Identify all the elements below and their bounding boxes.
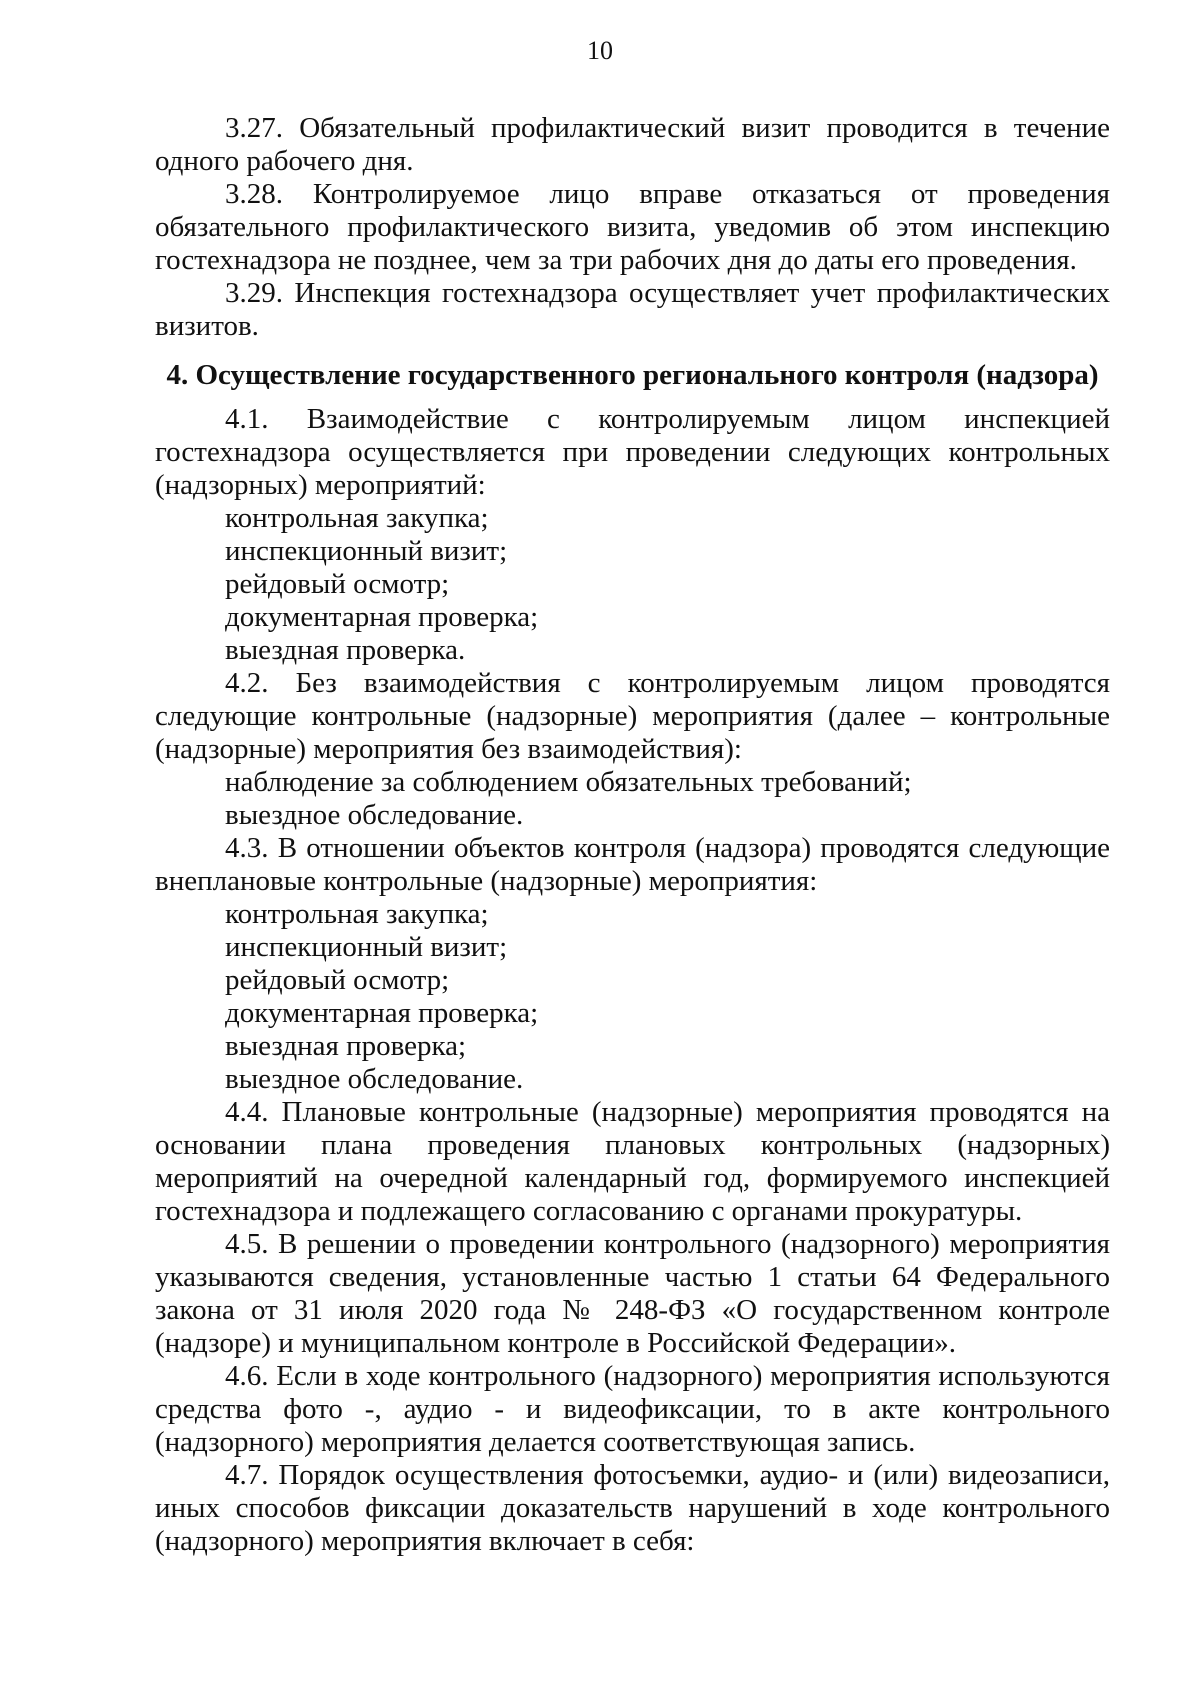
paragraph: 4.1. Взаимодействие с контролируемым лицом инспекцией гостехнадзора осуществляется при проведении следующих контрольных (надзорных) мероприятий: [155, 403, 1110, 501]
list-item: документарная проверка; [225, 997, 539, 1029]
list-item: выездное обследование. [225, 1063, 524, 1095]
paragraph: 3.27. Обязательный профилактический визит проводится в течение одного рабочего дня. [155, 112, 1110, 177]
paragraph: 4.4. Плановые контрольные (надзорные) мероприятия проводятся на основании плана проведения плановых контрольных (надзорных) мероприятий на очередной календарный год, формируемого инспекцией гостехнадзора и подлежащего согласованию с органами прокуратуры. [155, 1096, 1110, 1227]
list-item: наблюдение за соблюдением обязательных требований; [225, 766, 912, 798]
paragraph: 4.7. Порядок осуществления фотосъемки, аудио- и (или) видеозаписи, иных способов фиксации доказательств нарушений в ходе контрольного (надзорного) мероприятия включает в себя: [155, 1459, 1110, 1557]
list-item: выездная проверка; [225, 1030, 467, 1062]
list-item: выездная проверка. [225, 634, 466, 666]
list-item: инспекционный визит; [225, 535, 508, 567]
paragraph: 4.3. В отношении объектов контроля (надзора) проводятся следующие внеплановые контрольные (надзорные) мероприятия: [155, 832, 1110, 897]
paragraph: 4.2. Без взаимодействия с контролируемым лицом проводятся следующие контрольные (надзорные) мероприятия (далее – контрольные (надзорные) мероприятия без взаимодействия): [155, 667, 1110, 765]
list-item: рейдовый осмотр; [225, 964, 450, 996]
list-item: документарная проверка; [225, 601, 539, 633]
list-item: инспекционный визит; [225, 931, 508, 963]
list-item: контрольная закупка; [225, 898, 489, 930]
paragraph: 4.5. В решении о проведении контрольного (надзорного) мероприятия указываются сведения, установленные частью 1 статьи 64 Федерального закона от 31 июля 2020 года № 248-ФЗ «О государственном контроле (надзоре) и муниципальном контроле в Российской Федерации». [155, 1228, 1110, 1359]
paragraph: 4.6. Если в ходе контрольного (надзорного) мероприятия используются средства фото -, аудио - и видеофиксации, то в акте контрольного (надзорного) мероприятия делается соответствующая запись. [155, 1360, 1110, 1458]
list-item: рейдовый осмотр; [225, 568, 450, 600]
page-number: 10 [587, 36, 613, 65]
section-heading: 4. Осуществление государственного регионального контроля (надзора) [166, 359, 1099, 391]
document-body [155, 112, 1110, 1558]
list-item: выездное обследование. [225, 799, 524, 831]
list-item: контрольная закупка; [225, 502, 489, 534]
paragraph: 3.28. Контролируемое лицо вправе отказаться от проведения обязательного профилактического визита, уведомив об этом инспекцию гостехнадзора не позднее, чем за три рабочих дня до даты его проведения. [155, 178, 1110, 276]
paragraph: 3.29. Инспекция гостехнадзора осуществляет учет профилактических визитов. [155, 277, 1110, 342]
